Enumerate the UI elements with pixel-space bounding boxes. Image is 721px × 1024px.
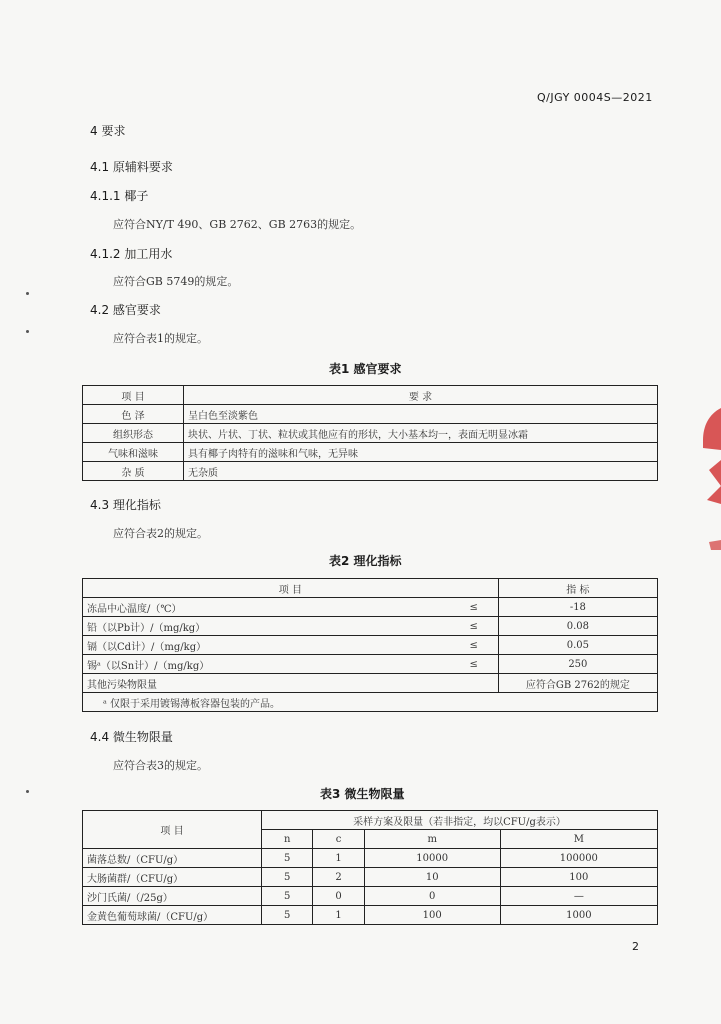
table-header-row (83, 386, 658, 405)
table-cell: 0 (313, 887, 364, 906)
scan-speck (26, 330, 29, 333)
table-row (83, 405, 658, 424)
table-cell: 250 (498, 655, 657, 674)
table-cell: 0 (364, 887, 500, 906)
table-header-cell: M (500, 830, 657, 849)
table-header-row (83, 579, 658, 598)
table-cell: ≤ (450, 636, 499, 655)
table-cell: 1000 (500, 906, 657, 925)
table-cell: — (500, 887, 657, 906)
table-footnote: ᵃ 仅限于采用镀锡薄板容器包装的产品。 (83, 693, 658, 712)
table-cell: 1 (313, 906, 364, 925)
table-cell: 铅（以Pb计）/（mg/kg） (83, 617, 450, 636)
section-4-heading: 4 要求 (90, 124, 126, 138)
table-cell: 0.05 (498, 636, 657, 655)
table-cell (450, 674, 499, 693)
table-row (83, 887, 658, 906)
table-cell: 具有椰子肉特有的滋味和气味，无异味 (184, 443, 658, 462)
table-cell: 色 泽 (83, 405, 184, 424)
table-row (83, 906, 658, 925)
table-cell: 金黄色葡萄球菌/（CFU/g） (83, 906, 262, 925)
table-footnote-row (83, 693, 658, 712)
table-cell: 锡ᵃ（以Sn计）/（mg/kg） (83, 655, 450, 674)
section-4-4-heading: 4.4 微生物限量 (90, 730, 173, 744)
table-cell: 2 (313, 868, 364, 887)
table-cell: -18 (498, 598, 657, 617)
page-number: 2 (632, 940, 639, 953)
table-header-cell: n (262, 830, 313, 849)
table-header-cell: m (364, 830, 500, 849)
red-seal-stamp-fragment (695, 404, 721, 554)
table-header-cell: 要 求 (184, 386, 658, 405)
table-cell: 应符合GB 2762的规定 (498, 674, 657, 693)
section-4-1-2-text: 应符合GB 5749的规定。 (113, 275, 239, 288)
scan-speck (26, 790, 29, 793)
table-row (83, 655, 658, 674)
table-header-row (83, 811, 658, 830)
table-cell: 5 (262, 868, 313, 887)
table-cell: 沙门氏菌/（/25g） (83, 887, 262, 906)
document-code: Q/JGY 0004S—2021 (537, 91, 653, 104)
table-cell: 5 (262, 887, 313, 906)
table-header-cell: 采样方案及限量（若非指定，均以CFU/g表示） (262, 811, 658, 830)
table-cell: 0.08 (498, 617, 657, 636)
table3-caption: 表3 微生物限量 (320, 787, 405, 801)
table-cell: 1 (313, 849, 364, 868)
table-row (83, 617, 658, 636)
table-cell: 无杂质 (184, 462, 658, 481)
table-header-cell: 指 标 (498, 579, 657, 598)
table-cell: 菌落总数/（CFU/g） (83, 849, 262, 868)
table-row (83, 424, 658, 443)
table-cell: 呈白色至淡紫色 (184, 405, 658, 424)
section-4-1-2-heading: 4.1.2 加工用水 (90, 247, 173, 261)
table-cell: ≤ (450, 598, 499, 617)
section-4-1-1-text: 应符合NY/T 490、GB 2762、GB 2763的规定。 (113, 218, 362, 231)
table-cell: 大肠菌群/（CFU/g） (83, 868, 262, 887)
table-cell: 组织形态 (83, 424, 184, 443)
table-cell: 10 (364, 868, 500, 887)
table1-caption: 表1 感官要求 (329, 362, 402, 376)
table-row (83, 636, 658, 655)
table-cell: ≤ (450, 655, 499, 674)
table-header-cell: c (313, 830, 364, 849)
section-4-4-text: 应符合表3的规定。 (113, 759, 208, 772)
section-4-1-1-heading: 4.1.1 椰子 (90, 189, 149, 203)
section-4-3-text: 应符合表2的规定。 (113, 527, 208, 540)
table3-microbial (82, 810, 658, 925)
section-4-2-heading: 4.2 感官要求 (90, 303, 161, 317)
table-row (83, 598, 658, 617)
table-cell: 5 (262, 906, 313, 925)
section-4-1-heading: 4.1 原辅料要求 (90, 160, 173, 174)
table-header-cell: 项 目 (83, 386, 184, 405)
table-cell: 100 (364, 906, 500, 925)
table-cell: 其他污染物限量 (83, 674, 450, 693)
table-row (83, 674, 658, 693)
table-cell: 100000 (500, 849, 657, 868)
table1-sensory (82, 385, 658, 481)
table-cell: 5 (262, 849, 313, 868)
table-row (83, 462, 658, 481)
section-4-2-text: 应符合表1的规定。 (113, 332, 208, 345)
scan-speck (26, 292, 29, 295)
table-row (83, 868, 658, 887)
table-cell: 杂 质 (83, 462, 184, 481)
table-cell: 镉（以Cd计）/（mg/kg） (83, 636, 450, 655)
table-cell: 块状、片状、丁状、粒状或其他应有的形状，大小基本均一，表面无明显冰霜 (184, 424, 658, 443)
table2-caption: 表2 理化指标 (329, 554, 402, 568)
section-4-3-heading: 4.3 理化指标 (90, 498, 161, 512)
table-header-cell: 项 目 (83, 579, 499, 598)
table-cell: 气味和滋味 (83, 443, 184, 462)
table-row (83, 443, 658, 462)
table2-physicochemical (82, 578, 658, 712)
table-header-cell: 项 目 (83, 811, 262, 849)
table-cell: ≤ (450, 617, 499, 636)
table-cell: 10000 (364, 849, 500, 868)
table-cell: 100 (500, 868, 657, 887)
table-row (83, 849, 658, 868)
table-cell: 冻品中心温度/（℃） (83, 598, 450, 617)
